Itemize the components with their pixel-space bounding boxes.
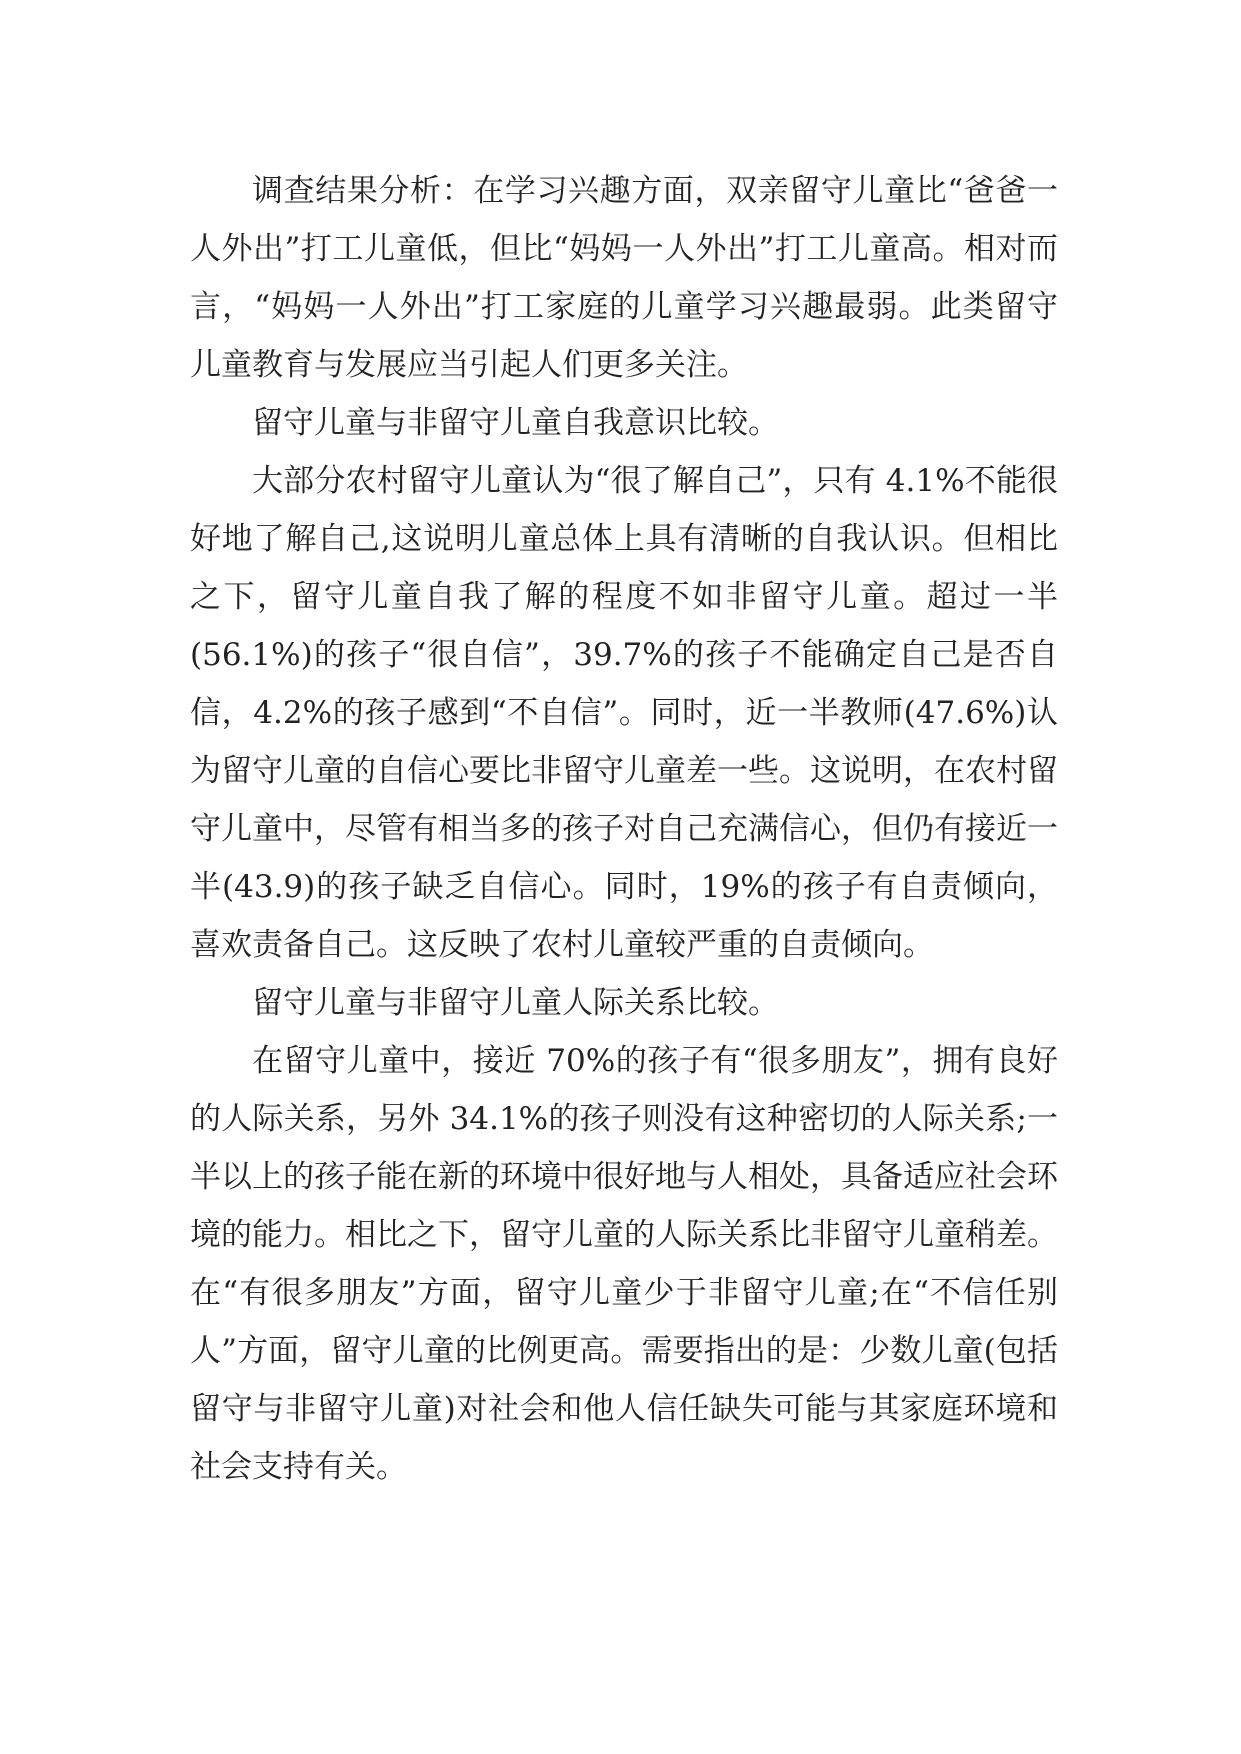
paragraph-self-awareness-heading: 留守儿童与非留守儿童自我意识比较。 xyxy=(252,405,779,441)
paragraph-relationships-heading: 留守儿童与非留守儿童人际关系比较。 xyxy=(252,985,779,1021)
paragraph-self-awareness: 大部分农村留守儿童认为“很了解自己”，只有 4.1%不能很好地了解自己,这说明儿童总体上具有清晰的自我认识。但相比之下，留守儿童自我了解的程度不如非留守儿童。超过一半(56.1%)的孩子“很自信”，39.7%的孩子不能确定自己是否自信，4.2%的孩子感到“不自信”。同时，近一半教师(47.6%)认为留守儿童的自信心要比非留守儿童差一些。这说明，在农村留守儿童中，尽管有相当多的孩子对自己充满信心，但仍有接近一半(43.9)的孩子缺乏自信心。同时，19%的孩子有自责倾向，喜欢责备自己。这反映了农村儿童较严重的自责倾向。 xyxy=(190,463,1058,963)
paragraph-relationships: 在留守儿童中，接近 70%的孩子有“很多朋友”，拥有良好的人际关系，另外 34.1%的孩子则没有这种密切的人际关系;一半以上的孩子能在新的环境中很好地与人相处，具备适应社会环境的能力。相比之下，留守儿童的人际关系比非留守儿童稍差。在“有很多朋友”方面，留守儿童少于非留守儿童;在“不信任别人”方面，留守儿童的比例更高。需要指出的是：少数儿童(包括留守与非留守儿童)对社会和他人信任缺失可能与其家庭环境和社会支持有关。 xyxy=(190,1043,1058,1485)
paragraph-survey-analysis: 调查结果分析：在学习兴趣方面，双亲留守儿童比“爸爸一人外出”打工儿童低，但比“妈妈一人外出”打工儿童高。相对而言，“妈妈一人外出”打工家庭的儿童学习兴趣最弱。此类留守儿童教育与发展应当引起人们更多关注。 xyxy=(190,173,1058,383)
document-body xyxy=(190,162,1058,1496)
